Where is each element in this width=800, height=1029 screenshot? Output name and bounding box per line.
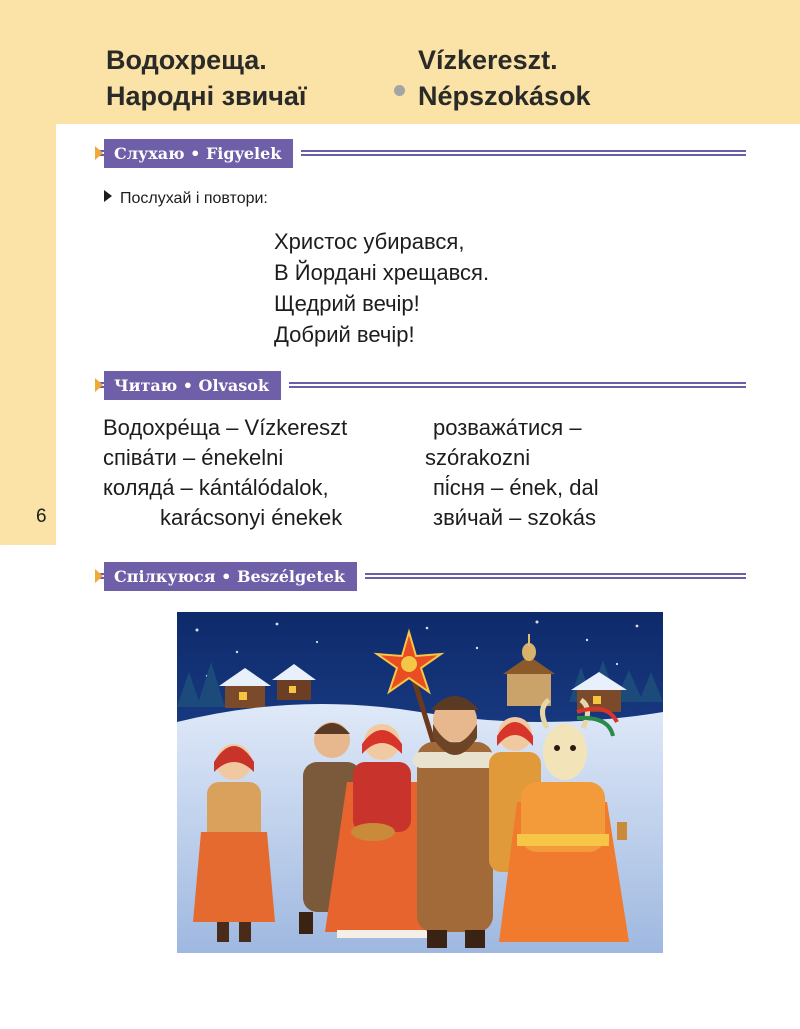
page-margin-corner (0, 462, 56, 546)
section-speak (96, 562, 746, 592)
poem-line: В Йордані хрещався. (274, 260, 490, 285)
section-listen-label: Слухаю • Figyelek (104, 139, 293, 168)
vocab-list-left (103, 413, 347, 533)
section-read (96, 371, 746, 401)
title-uk-line2: Народні звичаї (106, 81, 307, 111)
carolers-illustration-svg (177, 612, 663, 953)
poem-line: Добрий вечір! (274, 322, 415, 347)
title-separator-dot (394, 85, 405, 96)
vocab-item: пі́сня – ének, dal (433, 475, 599, 500)
vocab-item: Водохре́ща – Vízkereszt (103, 415, 348, 440)
poem (274, 226, 489, 350)
title-hu-line1: Vízkereszt. (418, 45, 558, 75)
section-listen (96, 139, 746, 169)
title-ukrainian (106, 42, 307, 114)
title-hungarian (418, 42, 591, 114)
instruction-text: Послухай і повтори: (120, 190, 268, 207)
section-speak-label: Спілкуюся • Beszélgetek (104, 562, 357, 591)
vocab-item: розважа́тися – (433, 415, 582, 440)
poem-line: Щедрий вечір! (274, 291, 420, 316)
page-number: 6 (36, 506, 47, 527)
vocab-item: співа́ти – énekelni (103, 445, 284, 470)
title-hu-line2: Népszokások (418, 81, 591, 111)
vocab-item-continuation: szórakozni (425, 445, 531, 470)
play-triangle-icon (104, 190, 112, 202)
carolers-illustration (177, 612, 663, 953)
vocab-item: коляда́ – kántálódalok, (103, 475, 329, 500)
vocab-list-right (425, 413, 599, 533)
instruction (104, 190, 268, 208)
vocab-item-continuation: karácsonyi énekek (160, 505, 343, 530)
vocab-item: зви́чай – szokás (433, 505, 596, 530)
title-uk-line1: Водохреща. (106, 45, 267, 75)
poem-line: Христос убирався, (274, 229, 465, 254)
section-read-label: Читаю • Olvasok (104, 371, 281, 400)
